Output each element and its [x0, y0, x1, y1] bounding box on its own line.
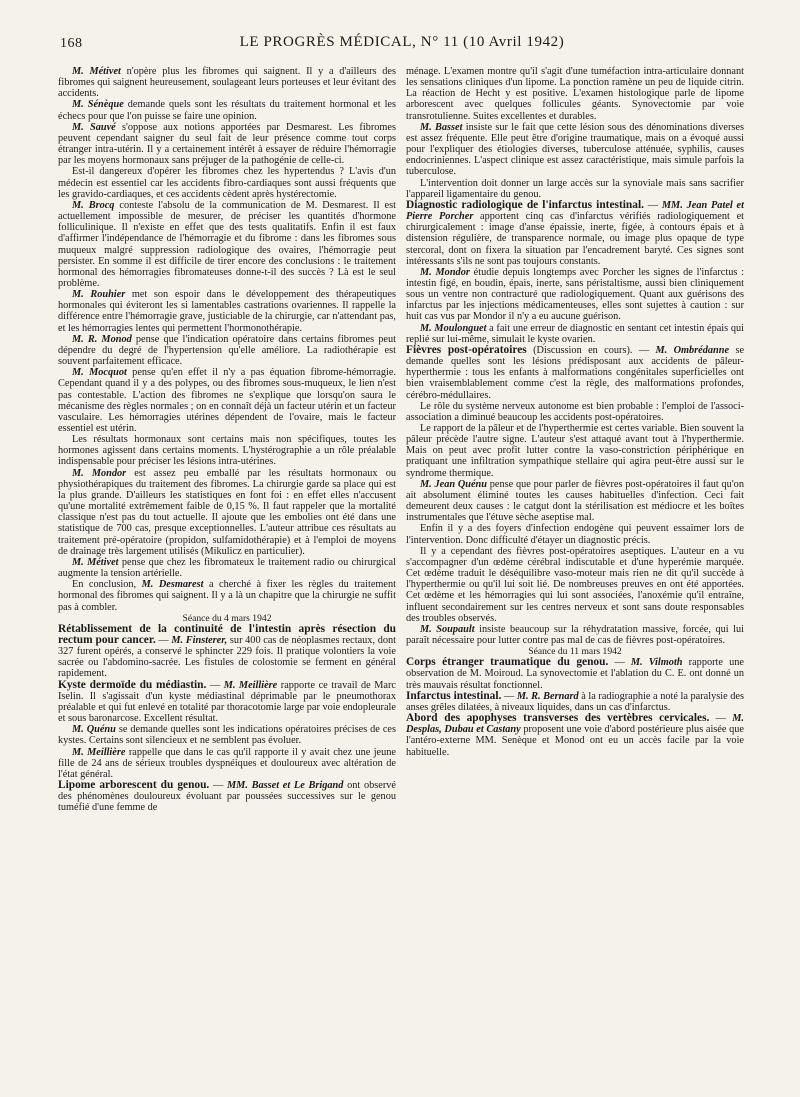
paragraph-text: Est-il dangereux d'opérer les fibromes chez les hypertendus ? L'avis d'un médecin est essentiel car les accidents fibro-cardiaques sont aussi fréquents que les gravido-cardiaques, et ces accidents cèdent après hystérectomie.	[58, 166, 396, 200]
paragraph	[58, 166, 396, 199]
speaker-name: M. Moulonguet	[420, 322, 487, 334]
paragraph-text: apportent cinq cas d'infarctus vérifiés radiologiquement et chirurgicalement : image d'anse épaissie, inerte, figée, à contours épais et à distension régulière, de transparence normale, ou image plus opaque de type stercoral, dont on fixera la situation par l'encadrement baryté. Ces signes sont intéressants s'ils ne sont pas toujours constants.	[406, 211, 744, 267]
paragraph	[58, 724, 396, 746]
speaker-name: M. Vilmoth	[630, 657, 683, 669]
paragraph	[58, 99, 396, 121]
speaker-name: M. R. Bernard	[516, 690, 579, 702]
section-title: Fièvres post-opératoires	[406, 343, 527, 356]
section-paragraph	[406, 691, 744, 713]
paragraph	[406, 122, 744, 178]
speaker-name: M. Meillière	[223, 679, 278, 691]
speaker-name: M. Sauvé	[72, 121, 116, 133]
speaker-name: M. Basset	[420, 121, 463, 133]
speaker-name: M. Meillière	[72, 746, 126, 758]
paragraph-text: s'oppose aux notions apportées par Desmarest. Les fibromes peuvent cependant saigner du seul fait de leur présence comme tout corps étranger intra-utérin. Il y a certainement intérêt à essayer de réduire l'hémorragie par les moyens hormonaux sans préjuger de la pathogénie de celle-ci.	[58, 121, 396, 167]
title-dash: —	[501, 690, 517, 702]
title-dash: —	[632, 344, 656, 356]
speaker-name: M. Quénu	[72, 724, 116, 736]
left-column	[58, 66, 396, 1076]
paragraph	[406, 423, 744, 479]
speaker-name: M. Métivet	[72, 556, 119, 568]
paragraph-text: étudie depuis longtemps avec Porcher les signes de l'infarctus : intestin figé, en boudin, épais, inerte, sans péristaltisme, aussi bien cliniquement sous un ventre non contracturé que radiologiquement. Quant aux guérisons des infarctus par les injections médicamenteuses, elles sont sujettes à caution : sur huit cas vus par Mondor il n'y a eu aucune guérison.	[406, 266, 744, 323]
page-number: 168	[60, 36, 83, 51]
paragraph	[58, 579, 396, 612]
title-dash: —	[155, 634, 172, 646]
section-paragraph	[406, 200, 744, 267]
section-subtitle: (Discussion en cours).	[526, 344, 633, 356]
paragraph	[58, 434, 396, 467]
speaker-name: M. Ombrédanne	[655, 344, 730, 356]
session-heading: Séance du 4 mars 1942	[182, 612, 272, 624]
speaker-name: M. R. Monod	[72, 333, 132, 345]
paragraph-prefix: En conclusion,	[72, 579, 142, 591]
paragraph-text: insiste beaucoup sur la réhydratation massive, forcée, qui lui paraît nécessaire pour lutter contre pas mal de cas de fièvres post-opératoires.	[406, 623, 744, 646]
article-columns	[58, 66, 744, 1076]
paragraph-text: pense qu'en effet il n'y a pas équation fibrome-hémorragie. Cependant quand il y a des polypes, ou des fibromes sous-muqueux, le lien n'est pas contestable. L'action des fibromes ne s'explique que lorsqu'on saura le mécanisme des règles normales ; on en connaît déjà un facteur utérin et un facteur vasculaire. Les hémorragies utérines dépendent de l'ovaire, mais le facteur essentiel est utérin.	[58, 367, 396, 434]
paragraph-text: insiste sur le fait que cette lésion sous des dénominations diverses est assez fréquente. Elle peut être d'origine traumatique, mais on a évoqué aussi pour l'expliquer des étiologies diverses, tuberculose atténuée, syphilis, causes endocriniennes. L'aspect clinique est assez caractéristique, mais simule parfois la tuberculose.	[406, 121, 744, 178]
paragraph-text: a fait une erreur de diagnostic en sentant cet intestin épais qui replié sur lui-même, simulait le kyste ovarien.	[406, 322, 744, 345]
section-title: Rétablissement de la continuité de l'intestin après résection du rectum pour cancer.	[58, 622, 396, 646]
section-title: Kyste dermoïde du médiastin.	[58, 678, 207, 691]
right-column	[406, 66, 744, 1076]
speaker-name: MM. Basset et Le Brigand	[227, 780, 344, 791]
speaker-name: M. Mondor	[72, 467, 127, 479]
paragraph-text: ont observé des phénomènes douloureux évoluant par poussées successives sur le genou tuméfié d'une femme de	[58, 780, 396, 814]
speaker-name: M. Finsterer,	[171, 634, 228, 646]
paragraph-text: sur 400 cas de néoplasmes rectaux, dont 327 furent opérés, a conservé le sphincter 229 fois. Il pratique volontiers la voie sacrée ou l'abdomino-sacrée. Les fistules de colostomie se ferment en général rapidement.	[58, 634, 396, 680]
paragraph-text: n'opère plus les fibromes qui saignent. Il y a d'ailleurs des fibromes qui saignent heureusement, soulageant leurs porteuses et leur évitant des accidents.	[58, 66, 396, 100]
speaker-name: M. Jean Quénu	[420, 478, 488, 490]
paragraph-text: a cherché à fixer les règles du traitement hormonal des fibromes qui saignent. Il y a là un chapitre que la chirurgie ne suffit pas à combler.	[58, 579, 396, 613]
paragraph	[58, 289, 396, 334]
speaker-name: M. Soupault	[420, 623, 475, 635]
paragraph-text: conteste l'absolu de la communication de M. Desmarest. Il est actuellement impossible de mesurer, de préciser les quantités d'hormone folliculinique. Il n'existe en effet que des tests qualitatifs. Enfin il est faux d'affirmer l'indépendance de l'hémorragie et du fibrome : dans les fibromes sous muqueux malgré suppression radiologique des ovaires, l'hémorragie peut persister. En somme il est difficile de tirer encore des conclusions : le traitement hormonal des hémorragies fibromateuses donne-t-il des succès ? Là est le seul problème.	[58, 199, 396, 289]
section-paragraph	[406, 657, 744, 690]
section-paragraph	[58, 680, 396, 725]
paragraph-text: proposent une voie d'abord postérieure plus aisée que l'antéro-externe MM. Senèque et Monod ont eu un accès facile par la voie habituelle.	[406, 724, 744, 758]
paragraph-text: pense que pour parler de fièvres post-opératoires il faut qu'on ait absolument éliminé toutes les causes habituelles d'infection. Ceci fait demeurent deux causes : le catgut dont la stérilisation est médiocre et les boîtes instrumentales que l'étuve sèche aseptise mal.	[406, 478, 744, 524]
title-dash: —	[206, 679, 224, 691]
paragraph	[406, 523, 744, 545]
paragraph	[58, 747, 396, 780]
speaker-name: M. Métivet	[72, 66, 121, 77]
speaker-name: M. Sénèque	[72, 99, 124, 111]
paragraph-text: est assez peu emballé par les résultats hormonaux ou physiothérapiques du traitement des fibromes. La chirurgie garde sa place qui est la plus grande. D'ailleurs les statistiques en font foi : en effet elles n'accusent qu'une mortalité extrêmement faible de 0,15 %. Il faut rappeler que la mortalité classique n'est pas du tout actuelle. Il ajoute que les embolies ont été dans une statistique de 700 cas, presque exceptionnelles. L'auteur attribue ces résultats au traitement pré-opératoire (propidon, sulfamidothérapie) et à l'emploi de moyens de drainage très largement utilisés (Mikulicz en particulier).	[58, 467, 396, 557]
paragraph	[406, 546, 744, 624]
paragraph-text: Le rapport de la pâleur et de l'hyperthermie est certes variable. Bien souvent la pâleur précède l'autre signe. L'auteur s'est attaqué avant tout à l'hyperthermie. Mais on peut avec profit lutter contre la vaso-constriction périphérique en pratiquant une infiltration sympathique stellaire qui agira peut-être aussi sur le syndrome thermique.	[406, 423, 744, 479]
section-paragraph	[58, 780, 396, 813]
paragraph	[58, 66, 396, 99]
paragraph-text: se demande quelles sont les indications opératoires précises de ces kystes. Certains sont silencieux et ne semblent pas évoluer.	[58, 724, 396, 747]
paragraph-text: rappelle que dans le cas qu'il rapporte il y avait chez une jeune fille de 24 ans de sérieux troubles dyspnéiques et douloureux avec altération de l'état général.	[58, 746, 396, 780]
paragraph	[406, 401, 744, 423]
paragraph-text: rapporte ce travail de Marc Iselin. Il s'agissait d'un kyste médiastinal déprimable par le pneumothorax préalable et qui fut enlevé en totalité par thoracotomie large par voie endopleurale et sous baronarcose. Excellent résultat.	[58, 679, 396, 725]
section-title: Lipome arborescent du genou.	[58, 779, 210, 791]
speaker-name: M. Desplas, Dubau et Castany	[406, 713, 744, 736]
paragraph-text: pense que chez les fibromateux le traitement radio ou chirurgical augmente la tension artérielle.	[58, 556, 396, 580]
paragraph-text: Les résultats hormonaux sont certains mais non spécifiques, toutes les hormones agissent dans certains moments. L'hystérographie a un rôle préalable indispensable pour préciser les lésions intra-utérines.	[58, 434, 396, 468]
section-paragraph	[406, 713, 744, 758]
paragraph	[406, 624, 744, 646]
paragraph	[406, 323, 744, 345]
paragraph-text: pense que l'indication opératoire dans certains fibromes peut dépendre du degré de l'hypertension qu'elle améliore. La radiothérapie est souvent parfaitement efficace.	[58, 333, 396, 368]
paragraph	[58, 557, 396, 579]
speaker-name: M. Desmarest	[141, 579, 204, 591]
paragraph	[406, 66, 744, 122]
paragraph-text: Il y a cependant des fièvres post-opératoires aseptiques. L'auteur en a vu s'accompagner d'un œdème cérébral indiscutable et d'une hyperémie marquée. Cet œdème traduit le déséquilibre vaso-moteur mais rien ne dit qu'il succède à l'hyperthermie ou qu'il lui soit lié. De nombreuses preuves en ont été apportées. Cet œdème et les hémorragies qui lui sont associées, l'anoxémie qu'il entraîne, influent secondairement sur les centres nerveux et sont sans doute responsables des troubles observés.	[406, 545, 744, 624]
paragraph-text: se demande quelles sont les lésions prédisposant aux accidents de pâleur-hyperthermie : tous les enfants à malformations congénitales superficielles ont bien vraisemblablement comme c'est la règle, des malformations profondes, cérébro-médullaires.	[406, 344, 744, 401]
title-dash: —	[608, 657, 631, 669]
paragraph	[58, 468, 396, 557]
paragraph-text: Enfin il y a des foyers d'infection endogène qui peuvent essaimer lors de l'intervention. Donc difficulté d'étayer un diagnostic précis.	[406, 523, 744, 546]
paragraph	[406, 178, 744, 200]
section-title: Infarctus intestinal.	[406, 689, 502, 702]
paragraph-text: rapporte une observation de M. Moiroud. La synovectomie et l'ablation du C. E. ont donné un très mauvais résultat fonctionnel.	[406, 657, 744, 691]
speaker-name: M. Mocquot	[72, 367, 127, 379]
paragraph-text: ménage. L'examen montre qu'il s'agit d'une tuméfaction intra-articulaire donnant les sensations cliniques d'un lipome. La ponction ramène un peu de liquide citrin. La réaction de Hecht y est positive. L'examen histologique parle de lipome arborescent avec quelques follicules géants. Synovectomie par voie transrotulienne. Suites excellentes et durables.	[406, 66, 744, 122]
paragraph	[406, 479, 744, 524]
running-title: LE PROGRÈS MÉDICAL, N° 11 (10 Avril 1942)	[239, 34, 565, 50]
section-title: Diagnostic radiologique de l'infarctus intestinal.	[406, 198, 644, 211]
page-header	[60, 32, 744, 54]
speaker-name: M. Rouhier	[72, 289, 126, 301]
speaker-name: M. Brocq	[72, 199, 115, 211]
paragraph-text: met son espoir dans le développement des thérapeutiques hormonales qui éviteront les si lamentables castrations ovariennes. Il rappelle la différence entre l'hémorragie grave, justiciable de la chirurgie, car n'attendant pas, et les hémorragies lentes qui permettent l'hormonothérapie.	[58, 289, 396, 334]
section-title: Corps étranger traumatique du genou.	[406, 656, 609, 669]
section-title: Abord des apophyses transverses des vertèbres cervicales.	[406, 712, 710, 725]
paragraph	[58, 200, 396, 289]
speaker-name: M. Mondor	[420, 266, 470, 278]
paragraph-text: demande quels sont les résultats du traitement hormonal et les échecs pour que l'on puisse se faire une opinion.	[58, 99, 396, 122]
title-dash: —	[209, 780, 228, 791]
section-paragraph	[406, 345, 744, 401]
title-dash: —	[643, 199, 662, 211]
section-paragraph	[58, 624, 396, 680]
speaker-name: MM. Jean Patel et Pierre Porcher	[406, 199, 744, 223]
paragraph	[406, 267, 744, 323]
paragraph-text: Le rôle du système nerveux autonome est bien probable : l'emploi de l'associ-association a diminué beaucoup les accidents post-opératoires.	[406, 400, 744, 423]
paragraph	[58, 122, 396, 167]
paragraph-text: à la radiographie a noté la paralysie des anses grêles dilatées, à niveaux liquides, dans un cas d'infarctus.	[406, 690, 744, 713]
paragraph	[58, 367, 396, 434]
title-dash: —	[709, 713, 733, 725]
paragraph-text: L'intervention doit donner un large accès sur la synoviale mais sans sacrifier l'appareil ligamentaire du genou.	[406, 177, 744, 200]
paragraph	[58, 334, 396, 367]
session-heading: Séance du 11 mars 1942	[528, 646, 622, 658]
